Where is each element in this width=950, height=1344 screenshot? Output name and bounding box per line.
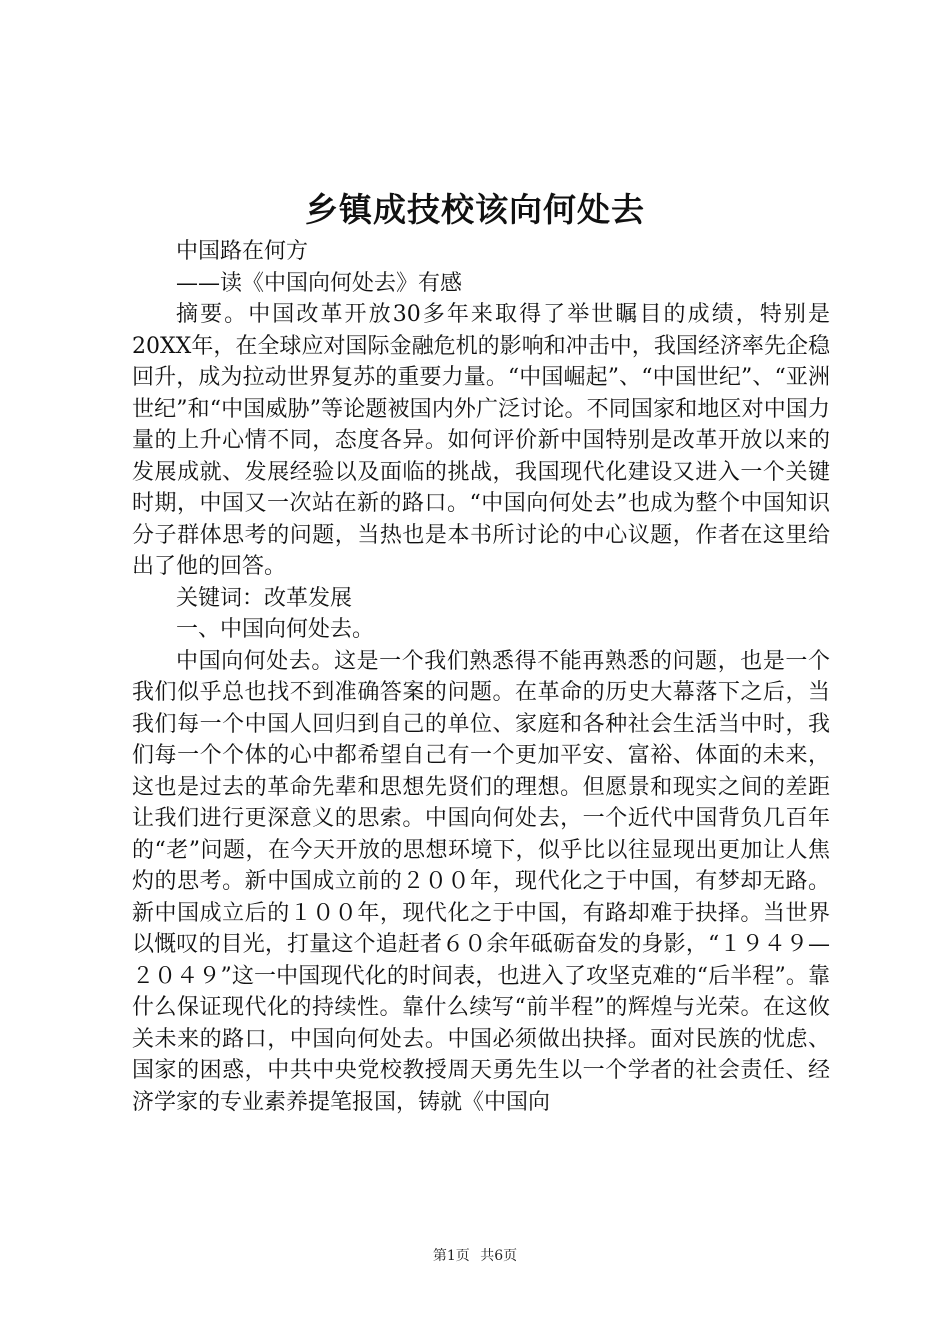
keywords-line: 关键词：改革发展: [176, 585, 353, 611]
page-total: 共6页: [480, 1248, 518, 1264]
page-number: 第1页: [432, 1248, 470, 1264]
subtitle-line: 中国路在何方: [176, 239, 309, 264]
section-heading: 一、中国向何处去。: [176, 617, 375, 642]
subtitle-reading-line: ——读《中国向何处去》有感: [176, 270, 463, 296]
page-footer: [0, 1245, 950, 1265]
document-title: 乡镇成技校该向何处去: [305, 190, 645, 229]
abstract-paragraph: 摘要。中国改革开放30多年来取得了举世瞩目的成绩，特别是20XX年，在全球应对国际金融危机的影响和冲击中，我国经济率先企稳回升，成为拉动世界复苏的重要力量。“中国崛起”、“中国世纪”、“亚洲世纪”和“中国威胁”等论题被国内外广泛讨论。不同国家和地区对中国力量的上升心情不同，态度各异。如何评价新中国特别是改革开放以来的发展成就、发展经验以及面临的挑战，我国现代化建设又进入一个关键时期，中国又一次站在新的路口。“中国向何处去”也成为整个中国知识分子群体思考的问题，当热也是本书所讨论的中心议题，作者在这里给出了他的回答。: [132, 302, 830, 579]
body-paragraph: 中国向何处去。这是一个我们熟悉得不能再熟悉的问题，也是一个我们似乎总也找不到准确答案的问题。在革命的历史大幕落下之后，当我们每一个中国人回归到自己的单位、家庭和各种社会生活当中时，我们每一个个体的心中都希望自己有一个更加平安、富裕、体面的未来，这也是过去的革命先辈和思想先贤们的理想。但愿景和现实之间的差距让我们进行更深意义的思索。中国向何处去，一个近代中国背负几百年的“老”问题，在今天开放的思想环境下，似乎比以往显现出更加让人焦灼的思考。新中国成立前的２００年，现代化之于中国，有梦却无路。新中国成立后的１００年，现代化之于中国，有路却难于抉择。当世界以慨叹的目光，打量这个追赶者６０余年砥砺奋发的身影，“１９４９—２０４９”这一中国现代化的时间表，也进入了攻坚克难的“后半程”。靠什么保证现代化的持续性。靠什么续写“前半程”的辉煌与光荣。在这攸关未来的路口，中国向何处去。中国必须做出抉择。面对民族的忧虑、国家的困惑，中共中央党校教授周天勇先生以一个学者的社会责任、经济学家的专业素养提笔报国，铸就《中国向: [132, 648, 830, 1115]
document-body: [132, 236, 830, 1118]
